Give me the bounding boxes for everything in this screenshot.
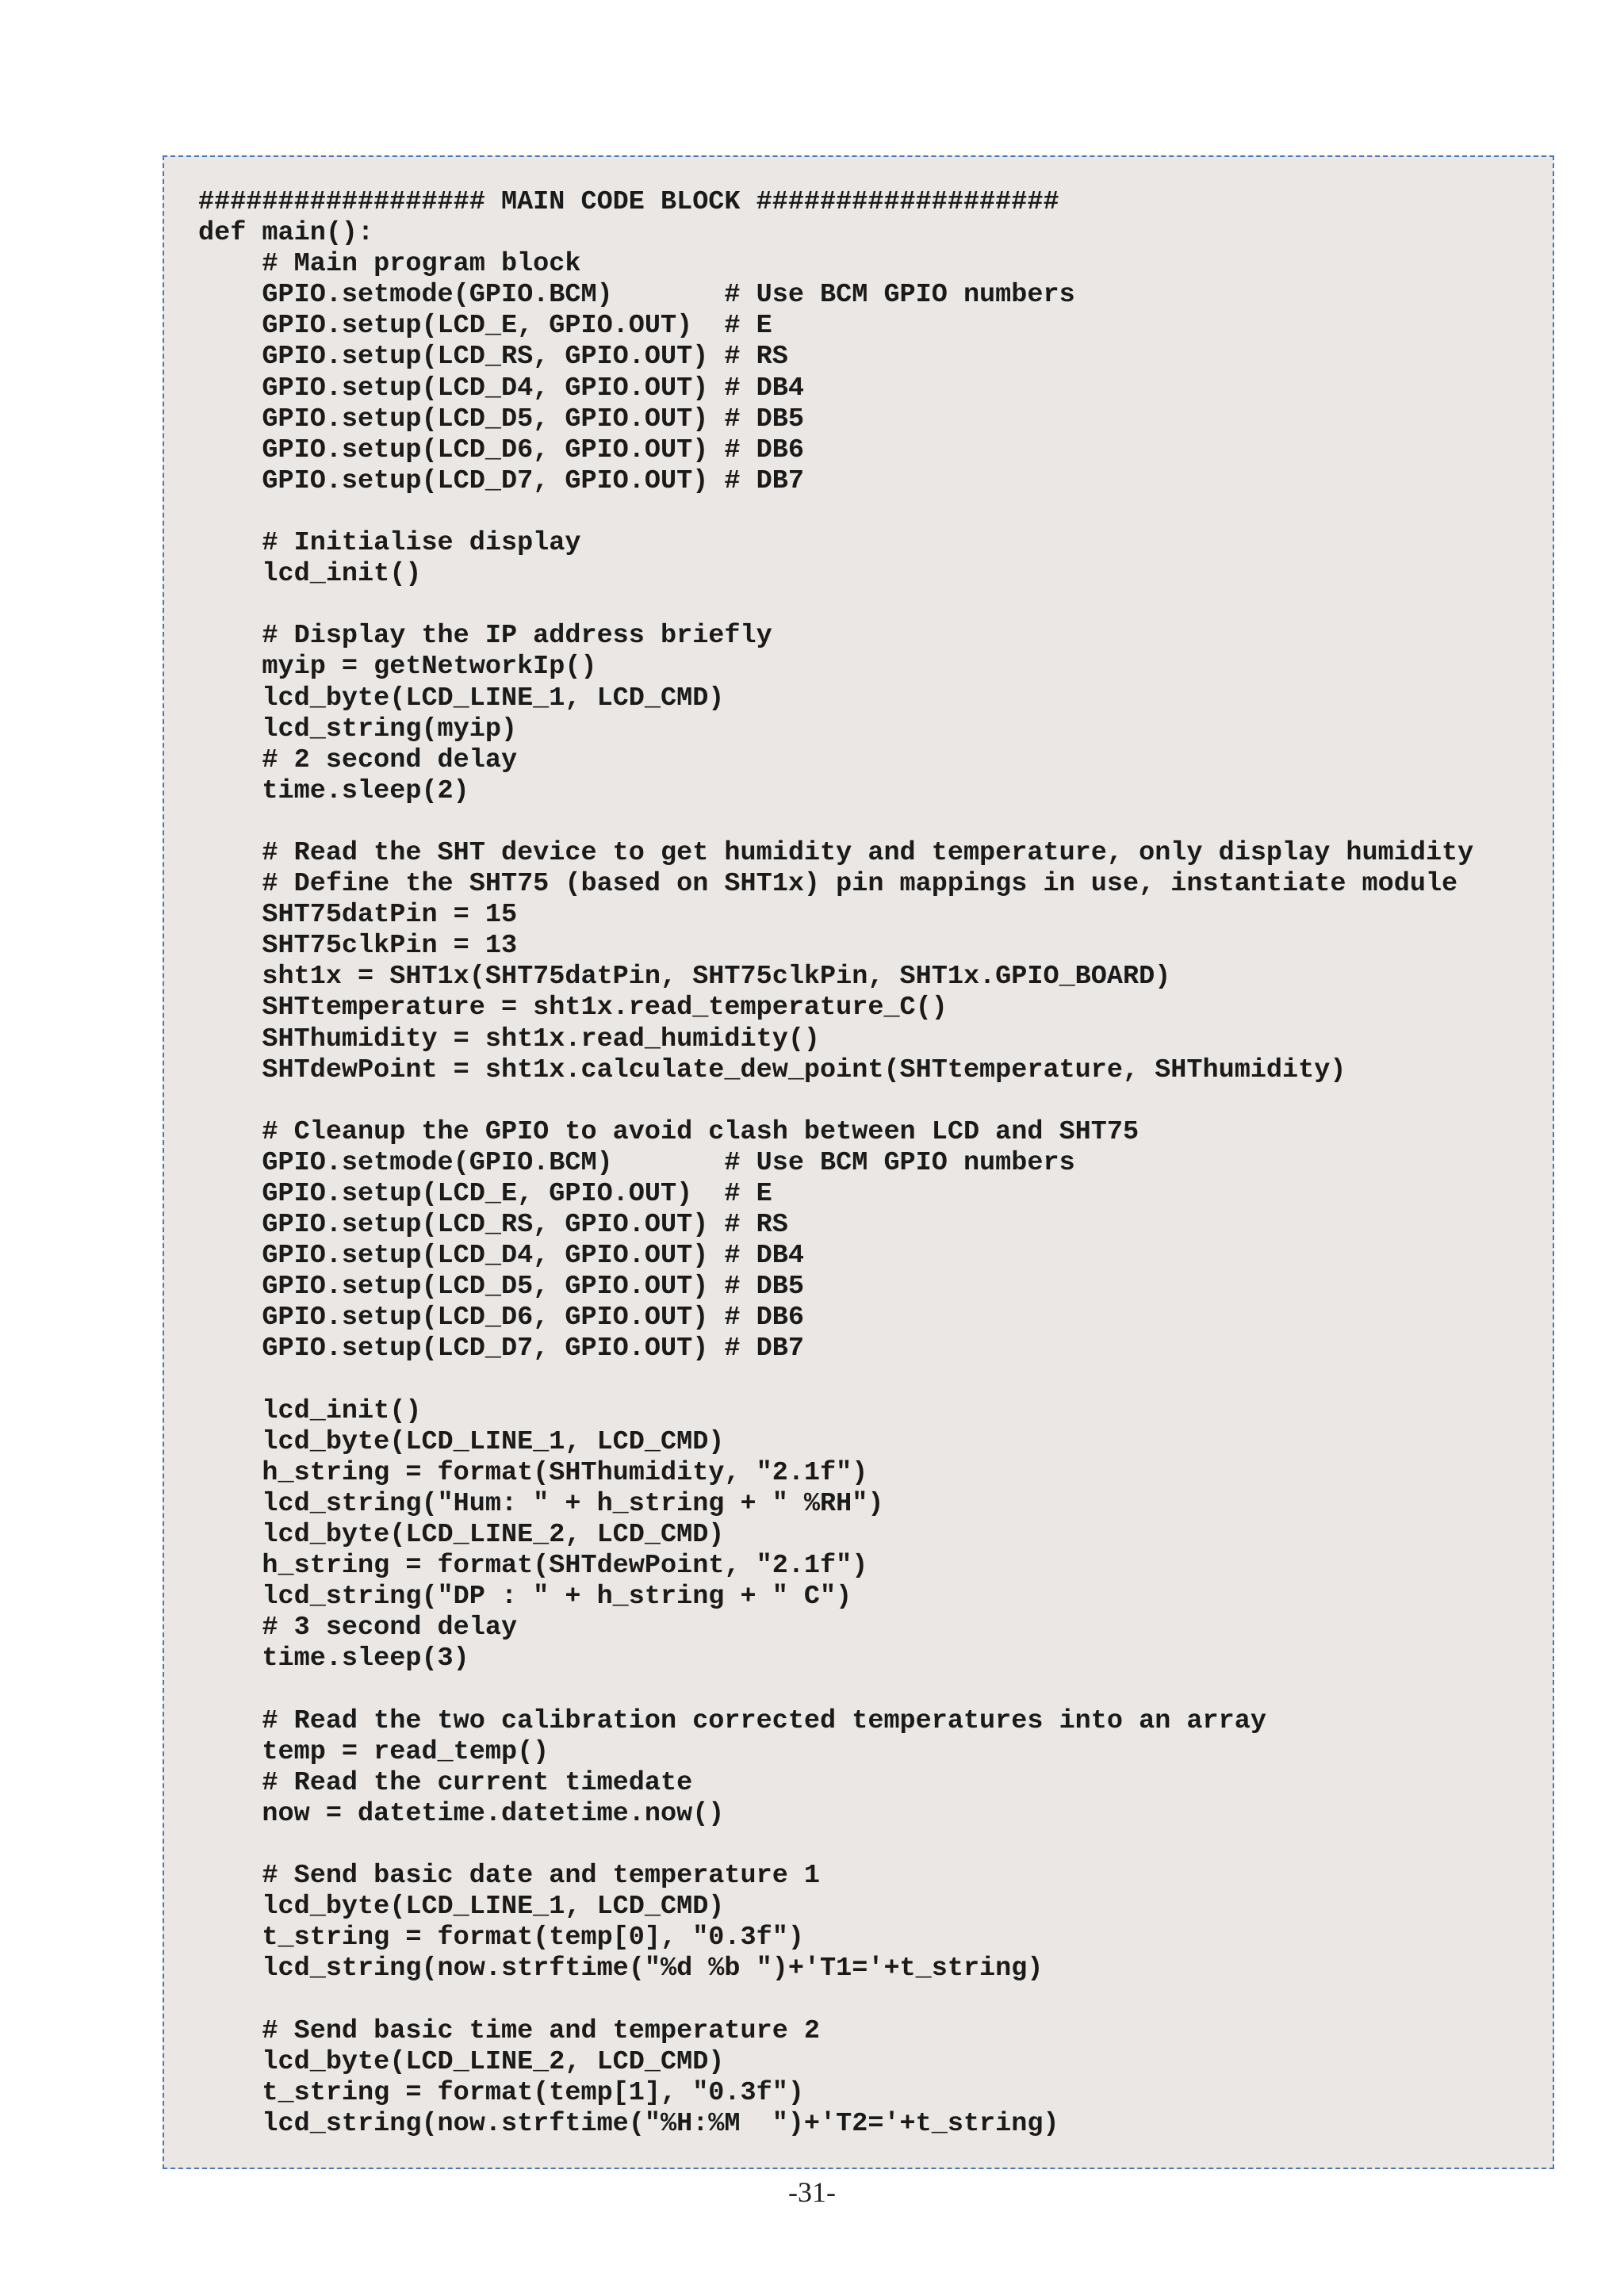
code-line <box>198 1086 1473 1117</box>
code-line: # Read the current timedate <box>198 1767 693 1798</box>
code-line <box>198 590 1473 621</box>
code-line: lcd_string("DP : " + h_string + " C") <box>198 1582 852 1613</box>
code-line: # Read the two calibration corrected temperatures into an array <box>198 1705 1266 1736</box>
code-line: sht1x = SHT1x(SHT75datPin, SHT75clkPin, SHT1x.GPIO_BOARD) <box>198 962 1171 993</box>
code-line: time.sleep(2) <box>198 775 469 806</box>
code-line: # 2 second delay <box>198 744 518 775</box>
code-line: temp = read_temp() <box>198 1736 550 1767</box>
code-line: h_string = format(SHTdewPoint, "2.1f") <box>198 1551 868 1582</box>
code-line: SHTdewPoint = sht1x.calculate_dew_point(SHTtemperature, SHThumidity) <box>198 1054 1346 1085</box>
code-line <box>198 1830 1473 1861</box>
code-line: lcd_string(now.strftime("%d %b ")+'T1='+t_string) <box>198 1954 1044 1984</box>
code-line: # 3 second delay <box>198 1613 518 1644</box>
code-line: lcd_byte(LCD_LINE_1, LCD_CMD) <box>198 683 725 714</box>
code-line: lcd_byte(LCD_LINE_2, LCD_CMD) <box>198 2046 725 2077</box>
code-line: # Define the SHT75 (based on SHT1x) pin mappings in use, instantiate module <box>198 869 1458 900</box>
code-line: def main(): <box>198 218 374 249</box>
code-line: GPIO.setup(LCD_D5, GPIO.OUT) # DB5 <box>198 1272 804 1303</box>
code-line: # Read the SHT device to get humidity and temperature, only display humidity <box>198 837 1474 868</box>
code-line: GPIO.setup(LCD_D4, GPIO.OUT) # DB4 <box>198 373 804 404</box>
code-line <box>198 1675 1473 1706</box>
code-line: lcd_string(myip) <box>198 714 518 744</box>
code-line: GPIO.setup(LCD_D6, GPIO.OUT) # DB6 <box>198 1303 804 1334</box>
code-line: lcd_byte(LCD_LINE_1, LCD_CMD) <box>198 1426 725 1457</box>
code-line: # Display the IP address briefly <box>198 621 772 652</box>
code-line: SHT75clkPin = 13 <box>198 931 518 962</box>
code-line: GPIO.setmode(GPIO.BCM) # Use BCM GPIO numbers <box>198 1147 1075 1178</box>
page-number: -31- <box>788 2176 836 2208</box>
code-line <box>198 1984 1473 2015</box>
code-line: GPIO.setup(LCD_RS, GPIO.OUT) # RS <box>198 1210 788 1241</box>
code-line: # Initialise display <box>198 528 581 559</box>
code-line: lcd_init() <box>198 1395 422 1426</box>
code-line: # Send basic time and temperature 2 <box>198 2015 821 2046</box>
code-line: lcd_string("Hum: " + h_string + " %RH") <box>198 1488 884 1519</box>
code-line <box>198 807 1473 838</box>
code-line: GPIO.setup(LCD_D7, GPIO.OUT) # DB7 <box>198 465 804 496</box>
code-line: GPIO.setup(LCD_D6, GPIO.OUT) # DB6 <box>198 434 804 465</box>
code-line: now = datetime.datetime.now() <box>198 1798 725 1829</box>
code-line: # Cleanup the GPIO to avoid clash between LCD and SHT75 <box>198 1116 1139 1147</box>
code-listing <box>198 187 1473 2140</box>
code-line: SHTtemperature = sht1x.read_temperature_C() <box>198 993 948 1024</box>
code-line: lcd_byte(LCD_LINE_1, LCD_CMD) <box>198 1892 725 1923</box>
code-line: # Send basic date and temperature 1 <box>198 1861 821 1892</box>
code-line: time.sleep(3) <box>198 1644 469 1674</box>
code-line: t_string = format(temp[0], "0.3f") <box>198 1923 804 1954</box>
code-line: lcd_string(now.strftime("%H:%M ")+'T2='+t_string) <box>198 2108 1059 2139</box>
code-line <box>198 1365 1473 1396</box>
code-line: SHT75datPin = 15 <box>198 900 518 931</box>
code-line: GPIO.setup(LCD_D4, GPIO.OUT) # DB4 <box>198 1241 804 1272</box>
code-line: ################## MAIN CODE BLOCK ################### <box>198 187 1059 217</box>
code-line: lcd_init() <box>198 559 422 590</box>
code-line: t_string = format(temp[1], "0.3f") <box>198 2077 804 2108</box>
code-block <box>163 155 1554 2169</box>
code-line: h_string = format(SHThumidity, "2.1f") <box>198 1457 868 1488</box>
code-line: SHThumidity = sht1x.read_humidity() <box>198 1024 821 1054</box>
code-line <box>198 497 1473 528</box>
code-line: GPIO.setup(LCD_D5, GPIO.OUT) # DB5 <box>198 404 804 434</box>
code-line: GPIO.setmode(GPIO.BCM) # Use BCM GPIO numbers <box>198 280 1075 311</box>
code-line: GPIO.setup(LCD_RS, GPIO.OUT) # RS <box>198 342 788 373</box>
code-line: GPIO.setup(LCD_E, GPIO.OUT) # E <box>198 1179 772 1209</box>
code-line: # Main program block <box>198 249 581 280</box>
code-line: GPIO.setup(LCD_E, GPIO.OUT) # E <box>198 311 772 342</box>
code-line: GPIO.setup(LCD_D7, GPIO.OUT) # DB7 <box>198 1334 804 1364</box>
code-line: lcd_byte(LCD_LINE_2, LCD_CMD) <box>198 1520 725 1551</box>
code-line: myip = getNetworkIp() <box>198 652 597 683</box>
